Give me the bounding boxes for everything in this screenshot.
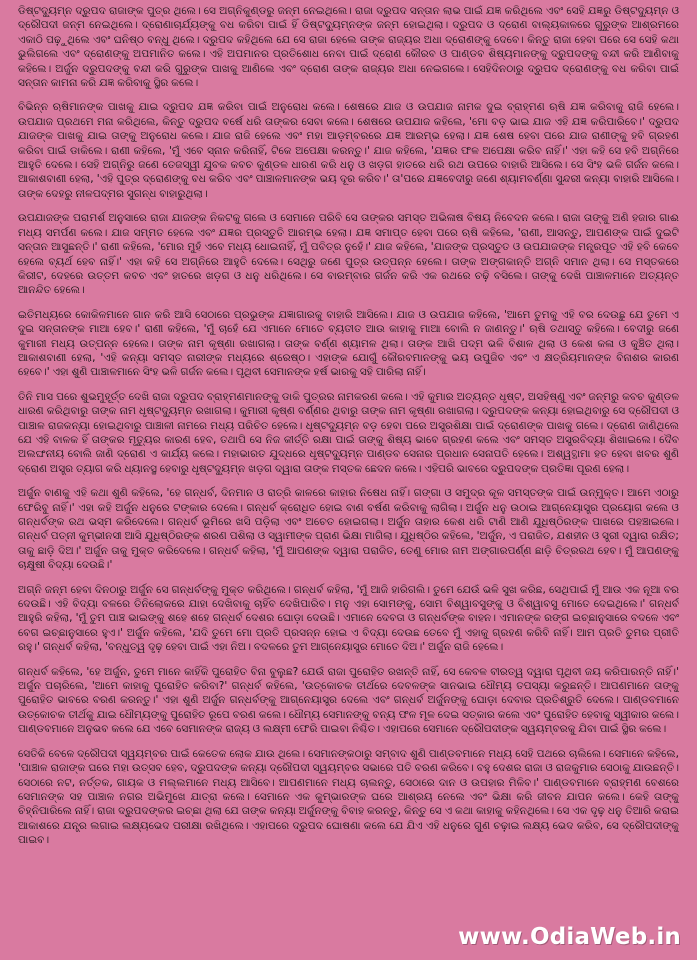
paragraph-5: ତିନି ମାସ ପରେ ଶୁଭମୁହୂର୍ତ୍ତ ଦେଖି ରାଜା ଦ୍ରୁପଦ ବ୍ରାହ୍ମଣମାନଙ୍କୁ ଡାକି ପୁତ୍ରର ନାମକରଣ କଲେ। ଏହି କୁମାର ଅତ୍ୟନ୍ତ ଧୃଷ୍ଟ, ଅସହିଷ୍ଣୁ ଏବଂ ଜନ୍ମରୁ କବଚ କୁଣ୍ଡଳ ଧାରଣ କରିଥିବାରୁ ତାଙ୍କ ନାମ ଧୃଷ୍ଟଦ୍ୟୁମ୍ନ ରଖାଗଲା। କୁମାରୀ କୃଷ୍ଣ ବର୍ଣ୍ଣର ଥିବାରୁ ତାଙ୍କ ନାମ କୃଷ୍ଣା ରଖାଗଲା। ଦ୍ରୁପଦଙ୍କ କନ୍ୟା ହୋଇଥିବାରୁ ସେ ଦ୍ରୌପଦୀ ଓ ପାଞ୍ଚାଳ ରାଜକନ୍ୟା ହୋଇଥିବାରୁ ପାଞ୍ଚାଳୀ ନାମରେ ମଧ୍ୟ ପରିଚିତ ହେଲେ। ଧୃଷ୍ଟଦ୍ୟୁମ୍ନ ବଡ଼ ହେବା ପରେ ଅସ୍ତ୍ରଶିକ୍ଷା ପାଇଁ ଦ୍ରୋଣଙ୍କ ପାଖକୁ ଗଲେ। ଦ୍ରୋଣ ଜାଣିଥିଲେ ଯେ ଏହି ବାଳକ ହିଁ ତାଙ୍କର ମୃତ୍ୟୁର କାରଣ ହେବ, ତଥାପି ସେ ନିଜ କୀର୍ତ୍ତି ରକ୍ଷା ପାଇଁ ତାଙ୍କୁ ଶିଷ୍ୟ ଭାବେ ଗ୍ରହଣ କଲେ ଏବଂ ସମସ୍ତ ଅସ୍ତ୍ରବିଦ୍ୟା ଶିଖାଇଲେ। ଦୈବ ଅଲଙ୍ଘନୀୟ ବୋଲି ଜାଣି ଦ୍ରୋଣ ଏ କାର୍ଯ୍ୟ କଲେ। ମହାଭାରତ ଯୁଦ୍ଧରେ ଧୃଷ୍ଟଦ୍ୟୁମ୍ନ ପାଣ୍ଡବ ସେନାର ପ୍ରଧାନ ସେନାପତି ହେଲେ। ଅଶ୍ୱତ୍ଥାମା ହତ ହେବା ଖବର ଶୁଣି ଦ୍ରୋଣ ଅସ୍ତ୍ର ତ୍ୟାଗ କରି ଧ୍ୟାନସ୍ଥ ହେବାରୁ ଧୃଷ୍ଟଦ୍ୟୁମ୍ନ ଖଡ଼ଗ ଦ୍ୱାରା ତାଙ୍କ ମସ୍ତକ ଛେଦନ କଲେ। ଏହିପରି ଭାବରେ ଦ୍ରୁପଦଙ୍କ ପ୍ରତିଜ୍ଞା ପୂରଣ ହେଲା। <box>18 390 679 475</box>
paragraph-6: ଅର୍ଜୁନ ବାଣକୁ ଏହି କଥା ଶୁଣି କହିଲେ, 'ହେ ଗନ୍ଧର୍ବ, ଦିନମାନ ଓ ରାତ୍ରି କାଳରେ କାହାର ନିଷେଧ ନାହିଁ। ଗଙ୍ଗା ଓ ସମୁଦ୍ର କୂଳ ସମସ୍ତଙ୍କ ପାଇଁ ଉନ୍ମୁକ୍ତ। ଆମେ ଏଠାରୁ ଫେରିବୁ ନାହିଁ।' ଏହା କହି ଅର୍ଜୁନ ଧନୁରେ ଟଙ୍କାର ଦେଲେ। ଗନ୍ଧର୍ବ କ୍ରୋଧିତ ହୋଇ ବାଣ ବର୍ଷଣ କରିବାକୁ ଲାଗିଲା। ଅର୍ଜୁନ ଧନୁ ଉଠାଇ ଆଗ୍ନେୟାସ୍ତ୍ର ପ୍ରୟୋଗ କଲେ ଓ ଗନ୍ଧର୍ବଙ୍କ ରଥ ଭସ୍ମ କରିଦେଲେ। ଗନ୍ଧର୍ବ ଭୂମିରେ ଖସି ପଡ଼ିଲା ଏବଂ ଅଚେତ ହୋଇଗଲା। ଅର୍ଜୁନ ତାହାର କେଶ ଧରି ଟାଣି ଆଣି ଯୁଧିଷ୍ଠିରଙ୍କ ପାଖରେ ପହଞ୍ଚାଇଲେ। ଗନ୍ଧର୍ବ ପତ୍ନୀ କୁମ୍ଭୀନସୀ ଆସି ଯୁଧିଷ୍ଠିରଙ୍କ ଶରଣ ପଶିଲା ଓ ସ୍ୱାମୀଙ୍କ ପ୍ରାଣ ଭିକ୍ଷା ମାଗିଲା। ଯୁଧିଷ୍ଠିର କହିଲେ, 'ଅର୍ଜୁନ, ଏ ପରାଜିତ, ଯଶହୀନ ଓ ସ୍ତ୍ରୀ ଦ୍ୱାରା ରକ୍ଷିତ; ତାକୁ ଛାଡ଼ି ଦିଅ।' ଅର୍ଜୁନ ତାକୁ ମୁକ୍ତ କରିଦେଲେ। ଗନ୍ଧର୍ବ କହିଲା, 'ମୁଁ ଆପଣଙ୍କ ଦ୍ୱାରା ପରାଜିତ, ତେଣୁ ମୋର ନାମ ଅଙ୍ଗାରପର୍ଣ୍ଣ ଛାଡ଼ି ଚିତ୍ରରଥ ହେବ। ମୁଁ ଆପଣଙ୍କୁ ଚାକ୍ଷୁଷୀ ବିଦ୍ୟା ଦେଉଛି।' <box>18 487 679 572</box>
site-watermark: www.OdiaWeb.in <box>458 924 681 950</box>
paragraph-4: ଇତିମଧ୍ୟରେ କୋକିଳମାନେ ଗାନ କରି ଆସି ସେଠାରେ ପ୍ରଭୁଙ୍କ ଯଜ୍ଞାଗାରକୁ ବାହାରି ଆସିଲେ। ଯାଜ ଓ ଉପଯାଜ କହିଲେ, 'ଆମେ ତୁମକୁ ଏହି ବର ଦେଉଛୁ ଯେ ତୁମେ ଏ ଦୁଇ ସନ୍ତାନଙ୍କ ମାଆ ହେବ।' ରାଣୀ କହିଲେ, 'ମୁଁ ଚାହେଁ ଯେ ଏମାନେ ମୋତେ ବ୍ୟତୀତ ଆଉ କାହାକୁ ମାଆ ବୋଲି ନ ଜାଣନ୍ତୁ।' ଋଷି ତଥାସ୍ତୁ କହିଲେ। ବେଦୀରୁ ଜଣେ କୁମାରୀ ମଧ୍ୟ ଉତ୍ପନ୍ନ ହେଲେ। ତାଙ୍କ ନାମ କୃଷ୍ଣା ରଖାଗଲା। ତାଙ୍କ ବର୍ଣ୍ଣ ଶ୍ୟାମଳ ଥିଲା। ତାଙ୍କ ଆଖି ପଦ୍ମ ଭଳି ବିଶାଳ ଥିଲା ଓ କେଶ କଳା ଓ କୁଞ୍ଚିତ ଥିଲା। ଆକାଶବାଣୀ ହେଲା, 'ଏହି କନ୍ୟା ସମସ୍ତ ନାରୀଙ୍କ ମଧ୍ୟରେ ଶ୍ରେଷ୍ଠ। ଏହାଙ୍କ ଯୋଗୁଁ କୌରବମାନଙ୍କୁ ଭୟ ଉପୁଜିବ ଏବଂ ଏ କ୍ଷତ୍ରିୟମାନଙ୍କ ବିନାଶର କାରଣ ହେବେ।' ଏହା ଶୁଣି ପାଞ୍ଚାଳମାନେ ସିଂହ ଭଳି ଗର୍ଜନ କଲେ। ପୃଥିବୀ ସେମାନଙ୍କ ହର୍ଷ ଭାରକୁ ସହି ପାରିଲା ନାହିଁ। <box>18 308 679 379</box>
paragraph-9: ସେତିକି ବେଳେ ଦ୍ରୌପଦୀ ସ୍ୱୟମ୍ବର ପାଇଁ କେତେକ ଲୋକ ଯାଉ ଥିଲେ। ସେମାନଙ୍କଠାରୁ ସମ୍ବାଦ ଶୁଣି ପାଣ୍ଡବମାନେ ମଧ୍ୟ ସେହି ପଥରେ ଚାଲିଲେ। ସେମାନେ କହିଲେ, 'ପାଞ୍ଚାଳ ରାଜାଙ୍କ ଘରେ ମହା ଉତ୍ସବ ହେବ, ଦ୍ରୁପଦଙ୍କ କନ୍ୟା ଦ୍ରୌପଦୀ ସ୍ୱୟମ୍ବର ସଭାରେ ପତି ବରଣ କରିବେ। ବହୁ ଦେଶର ରାଜା ଓ ରାଜକୁମାର ସେଠାକୁ ଯାଉଛନ୍ତି। ସେଠାରେ ନଟ, ନର୍ତ୍ତକ, ଗାୟକ ଓ ମଲ୍ଲମାନେ ମଧ୍ୟ ଆସିବେ। ଆପଣମାନେ ମଧ୍ୟ ଚାଲନ୍ତୁ, ସେଠାରେ ଦାନ ଓ ଉପହାର ମିଳିବ।' ପାଣ୍ଡବମାନେ ବ୍ରାହ୍ମଣ ବେଶରେ ସେମାନଙ୍କ ସହ ପାଞ୍ଚାଳ ନଗର ଅଭିମୁଖେ ଯାତ୍ରା କଲେ। ସେମାନେ ଏକ କୁମ୍ଭାରଙ୍କ ଘରେ ଆଶ୍ରୟ ନେଲେ ଏବଂ ଭିକ୍ଷା କରି ଜୀବନ ଯାପନ କଲେ। କେହି ତାଙ୍କୁ ଚିହ୍ନିପାରିଲେ ନାହିଁ। ରାଜା ଦ୍ରୁପଦଙ୍କର ଇଚ୍ଛା ଥିଲା ଯେ ତାଙ୍କ କନ୍ୟା ଅର୍ଜୁନଙ୍କୁ ବିବାହ କରନ୍ତୁ, କିନ୍ତୁ ସେ ଏ କଥା କାହାକୁ କହିନଥିଲେ। ସେ ଏକ ଦୃଢ଼ ଧନୁ ତିଆରି କରାଇ ଆକାଶରେ ଯନ୍ତ୍ର ଲଗାଇ ଲକ୍ଷ୍ୟଭେଦ ପରୀକ୍ଷା ରଖିଥିଲେ। ଏହାପରେ ଦ୍ରୁପଦ ଘୋଷଣା କଲେ ଯେ ଯିଏ ଏହି ଧନୁରେ ଗୁଣ ଚଢ଼ାଇ ଲକ୍ଷ୍ୟ ଭେଦ କରିବ, ସେ ଦ୍ରୌପଦୀଙ୍କୁ ପାଇବ। <box>18 747 679 847</box>
paragraph-1: ଡିଷ୍ଟଦ୍ୟୁମ୍ନ ଦ୍ରୁପଦ ରାଜାଙ୍କ ପୁତ୍ର ଥିଲେ। ସେ ଅଗ୍ନିକୁଣ୍ଡରୁ ଜନ୍ମ ନେଇଥିଲେ। ରାଜା ଦ୍ରୁପଦ ସନ୍ତାନ ଲାଭ ପାଇଁ ଯଜ୍ଞ କରିଥିଲେ ଏବଂ ସେହି ଯଜ୍ଞରୁ ଡିଷ୍ଟଦ୍ୟୁମ୍ନ ଓ ଦ୍ରୌପଦୀ ଜନ୍ମ ନେଇଥିଲେ। ଦ୍ରୋଣାଚାର୍ଯ୍ୟଙ୍କୁ ବଧ କରିବା ପାଇଁ ହିଁ ଡିଷ୍ଟଦ୍ୟୁମ୍ନଙ୍କ ଜନ୍ମ ହୋଇଥିଲା। ଦ୍ରୁପଦ ଓ ଦ୍ରୋଣ ବାଲ୍ୟକାଳରେ ଗୁରୁଙ୍କ ଆଶ୍ରମରେ ଏକାଠି ପଢ଼ୁଥିଲେ ଏବଂ ଘନିଷ୍ଠ ବନ୍ଧୁ ଥିଲେ। ଦ୍ରୁପଦ କହିଥିଲେ ଯେ ସେ ରାଜା ହେଲେ ତାଙ୍କ ରାଜ୍ୟର ଅଧା ଦ୍ରୋଣଙ୍କୁ ଦେବେ। କିନ୍ତୁ ରାଜା ହେବା ପରେ ସେ ସେହି କଥା ଭୁଲିଗଲେ ଏବଂ ଦ୍ରୋଣଙ୍କୁ ଅପମାନିତ କଲେ। ଏହି ଅପମାନର ପ୍ରତିଶୋଧ ନେବା ପାଇଁ ଦ୍ରୋଣ କୌରବ ଓ ପାଣ୍ଡବ ଶିଷ୍ୟମାନଙ୍କୁ ଦ୍ରୁପଦଙ୍କୁ ବନ୍ଦୀ କରି ଆଣିବାକୁ କହିଲେ। ଅର୍ଜୁନ ଦ୍ରୁପଦଙ୍କୁ ବନ୍ଦୀ କରି ଗୁରୁଙ୍କ ପାଖକୁ ଆଣିଲେ ଏବଂ ଦ୍ରୋଣ ତାଙ୍କ ରାଜ୍ୟର ଅଧା ନେଇଗଲେ। ସେହିଦିନଠାରୁ ଦ୍ରୁପଦ ଦ୍ରୋଣଙ୍କୁ ବଧ କରିବା ପାଇଁ ସନ୍ତାନ କାମନା କରି ଯଜ୍ଞ କରିବାକୁ ସ୍ଥିର କଲେ। <box>18 5 679 90</box>
paragraph-8: ଗନ୍ଧର୍ବ କହିଲେ, 'ହେ ଅର୍ଜୁନ, ତୁମେ ମାନେ କାହିଁକି ପୁରୋହିତ ବିନା ବୁଲୁଛ? ଯେଉଁ ରାଜା ପୁରୋହିତ ରଖନ୍ତି ନାହିଁ, ସେ କେବଳ ବୀରତ୍ୱ ଦ୍ୱାରା ପୃଥିବୀ ଜୟ କରିପାରନ୍ତି ନାହିଁ।' ଅର୍ଜୁନ ପଚାରିଲେ, 'ଆମେ କାହାକୁ ପୁରୋହିତ କରିବା?' ଗନ୍ଧର୍ବ କହିଲେ, 'ଉତ୍କୋଚକ ତୀର୍ଥରେ ଦେବଳଙ୍କ ସାନଭାଇ ଧୌମ୍ୟ ତପସ୍ୟା କରୁଛନ୍ତି। ଆପଣମାନେ ତାଙ୍କୁ ପୁରୋହିତ ଭାବରେ ବରଣ କରନ୍ତୁ।' ଏହା ଶୁଣି ଅର୍ଜୁନ ଗନ୍ଧର୍ବଙ୍କୁ ଆଗ୍ନେୟାସ୍ତ୍ର ଦେଲେ ଏବଂ ଗନ୍ଧର୍ବ ଅର୍ଜୁନଙ୍କୁ ଘୋଡ଼ା ଦେବାର ପ୍ରତିଶ୍ରୁତି ଦେଲେ। ପାଣ୍ଡବମାନେ ଉତ୍କୋଚକ ତୀର୍ଥକୁ ଯାଇ ଧୌମ୍ୟଙ୍କୁ ପୁରୋହିତ ରୂପେ ବରଣ କଲେ। ଧୌମ୍ୟ ସେମାନଙ୍କୁ ବନ୍ୟ ଫଳ ମୂଳ ଦେଇ ସତ୍କାର କଲେ ଏବଂ ପୁରୋହିତ ହେବାକୁ ସ୍ୱୀକାର କଲେ। ପାଣ୍ଡବମାନେ ଅନୁଭବ କଲେ ଯେ ଏବେ ସେମାନଙ୍କ ରାଜ୍ୟ ଓ ଲକ୍ଷ୍ମୀ ଫେରି ପାଇବା ନିଶ୍ଚିତ। ଏହାପରେ ସେମାନେ ଦ୍ରୌପଦୀଙ୍କ ସ୍ୱୟମ୍ବରକୁ ଯିବା ପାଇଁ ସ୍ଥିର କଲେ। <box>18 665 679 736</box>
paragraph-2: ବିଭିନ୍ନ ଋଷିମାନଙ୍କ ପାଖକୁ ଯାଇ ଦ୍ରୁପଦ ଯଜ୍ଞ କରିବା ପାଇଁ ଅନୁରୋଧ କଲେ। ଶେଷରେ ଯାଜ ଓ ଉପଯାଜ ନାମକ ଦୁଇ ବ୍ରାହ୍ମଣ ଋଷି ଯଜ୍ଞ କରିବାକୁ ରାଜି ହେଲେ। ଉପଯାଜ ପ୍ରଥମେ ମନା କରିଥିଲେ, କିନ୍ତୁ ଦ୍ରୁପଦ ବର୍ଷେ ଧରି ତାଙ୍କର ସେବା କଲେ। ଶେଷରେ ଉପଯାଜ କହିଲେ, 'ମୋ ବଡ଼ ଭାଇ ଯାଜ ଏହି ଯଜ୍ଞ କରିପାରିବେ।' ଦ୍ରୁପଦ ଯାଜଙ୍କ ପାଖକୁ ଯାଇ ତାଙ୍କୁ ଅନୁରୋଧ କଲେ। ଯାଜ ରାଜି ହେଲେ ଏବଂ ମହା ଆଡ଼ମ୍ବରରେ ଯଜ୍ଞ ଆରମ୍ଭ ହେଲା। ଯଜ୍ଞ ଶେଷ ହେବା ପରେ ଯାଜ ରାଣୀଙ୍କୁ ହବି ଗ୍ରହଣ କରିବା ପାଇଁ ଡାକିଲେ। ରାଣୀ କହିଲେ, 'ମୁଁ ଏବେ ସ୍ନାନ କରିନାହିଁ, ଟିକେ ଅପେକ୍ଷା କରନ୍ତୁ।' ଯାଜ କହିଲେ, 'ଯଜ୍ଞର ଫଳ ଅପେକ୍ଷା କରିବ ନାହିଁ।' ଏହା କହି ସେ ହବି ଅଗ୍ନିରେ ଆହୁତି ଦେଲେ। ସେହି ଅଗ୍ନିରୁ ଜଣେ ତେଜସ୍ୱୀ ଯୁବକ କବଚ କୁଣ୍ଡଳ ଧାରଣ କରି ଧନୁ ଓ ଖଡ଼ଗ ହାତରେ ଧରି ରଥ ଉପରେ ବାହାରି ଆସିଲେ। ସେ ସିଂହ ଭଳି ଗର୍ଜନ କଲେ। ଆକାଶବାଣୀ ହେଲା, 'ଏହି ପୁତ୍ର ଦ୍ରୋଣଙ୍କୁ ବଧ କରିବ ଏବଂ ପାଞ୍ଚାଳମାନଙ୍କ ଭୟ ଦୂର କରିବ।' ତା'ପରେ ଯଜ୍ଞବେଦୀରୁ ଜଣେ ଶ୍ୟାମବର୍ଣ୍ଣା ସୁନ୍ଦରୀ କନ୍ୟା ବାହାରି ଆସିଲେ। ତାଙ୍କ ଦେହରୁ ନୀଳପଦ୍ମର ସୁଗନ୍ଧ ବାହାରୁଥିଲା। <box>18 101 679 200</box>
paragraph-7: ଅଗ୍ନି ଜନ୍ମ ହେବା ଦିନଠାରୁ ଅର୍ଜୁନ ସେ ଗନ୍ଧର୍ବଙ୍କୁ ମୁକ୍ତ କରିଥିଲେ। ଗନ୍ଧର୍ବ କହିଲା, 'ମୁଁ ଆଜି ହାରିଗଲି। ତୁମେ ଯେଉଁ ଭଳି ସୁଖ କରିଛ, ସେଥିପାଇଁ ମୁଁ ଆଉ ଏକ ନୂଆ ବର ଦେଉଛି। ଏହି ବିଦ୍ୟା ବଳରେ ତିନିଲୋକରେ ଯାହା ଦେଖିବାକୁ ଚାହିଁବ ଦେଖିପାରିବ। ମନୁ ଏହା ସୋମଙ୍କୁ, ସୋମ ବିଶ୍ୱାବସୁଙ୍କୁ ଓ ବିଶ୍ୱାବସୁ ମୋତେ ଦେଇଥିଲେ।' ଗନ୍ଧର୍ବ ଆହୁରି କହିଲା, 'ମୁଁ ତୁମ ପାଞ୍ଚ ଭାଇଙ୍କୁ ଶହେ ଶହେ ଗନ୍ଧର୍ବ ଦେଶର ଘୋଡ଼ା ଦେଉଛି। ଏମାନେ ଦେବତା ଓ ଗନ୍ଧର୍ବଙ୍କ ବାହନ। ଏମାନଙ୍କ ରଙ୍ଗ ଇଚ୍ଛାନୁସାରେ ବଦଳେ ଏବଂ ବେଗ ଇଚ୍ଛାନୁସାରେ ହୁଏ।' ଅର୍ଜୁନ କହିଲେ, 'ଯଦି ତୁମେ ମୋ ପ୍ରତି ପ୍ରସନ୍ନ ହୋଇ ଏ ବିଦ୍ୟା ଦେଉଛ ତେବେ ମୁଁ ଏହାକୁ ଗ୍ରହଣ କରିବି ନାହିଁ। ଆମ ପ୍ରତି ତୁମର ପ୍ରୀତି ରହୁ।' ଗନ୍ଧର୍ବ କହିଲା, 'ବନ୍ଧୁତ୍ୱ ଦୃଢ଼ ହେବା ପାଇଁ ଏହା ନିଅ। ବଦଳରେ ତୁମ ଆଗ୍ନେୟାସ୍ତ୍ର ମୋତେ ଦିଅ।' ଅର୍ଜୁନ ରାଜି ହେଲେ। <box>18 583 679 654</box>
paragraph-3: ଉପଯାଜଙ୍କ ପରାମର୍ଶ ଅନୁସାରେ ରାଜା ଯାଜଙ୍କ ନିକଟକୁ ଗଲେ ଓ ସେମାନେ ପରିବି ସେ ତାଙ୍କର ସମସ୍ତ ଅଭିଳାଷ ବିଷୟ ନିବେଦନ କଲେ। ରାଜା ତାଙ୍କୁ ଅଣି ହଜାର ଗାଈ ମଧ୍ୟ ସମର୍ପଣ କଲେ। ଯାଜ ସମ୍ମତ ହେଲେ ଏବଂ ଯଜ୍ଞର ପ୍ରସ୍ତୁତି ଆରମ୍ଭ ହେଲା। ଯଜ୍ଞ ସମାପ୍ତ ହେବା ପରେ ଋଷି କହିଲେ, 'ରାଣୀ, ଆସନ୍ତୁ, ଆପଣଙ୍କ ପାଇଁ ଦୁଇଟି ସନ୍ତାନ ଆସୁଛନ୍ତି।' ରାଣୀ କହିଲେ, 'ମୋର ମୁହଁ ଏବେ ମଧ୍ୟ ଧୋଇନାହିଁ, ମୁଁ ପବିତ୍ର ନୁହେଁ।' ଯାଜ କହିଲେ, 'ଯାଜଙ୍କ ପ୍ରସ୍ତୁତ ଓ ଉପଯାଜଙ୍କ ମନ୍ତ୍ରପୂତ ଏହି ହବି କେବେ ହେଲେ ବ୍ୟର୍ଥ ହେବ ନାହିଁ।' ଏହା କହି ସେ ଅଗ୍ନିରେ ଆହୁତି ଦେଲେ। ସେଥିରୁ ଜଣେ ପୁତ୍ର ଉତ୍ପନ୍ନ ହେଲେ। ତାଙ୍କ ଅଙ୍ଗକାନ୍ତି ଅଗ୍ନି ସମାନ ଥିଲା। ସେ ମସ୍ତକରେ କିରୀଟ, ଦେହରେ ଉତ୍ତମ କବଚ ଏବଂ ହାତରେ ଖଡ଼ଗ ଓ ଧନୁ ଧରିଥିଲେ। ସେ ବାରମ୍ବାର ଗର୍ଜନ କରି ଏକ ରଥରେ ଚଢ଼ି ବସିଲେ। ତାଙ୍କୁ ଦେଖି ପାଞ୍ଚାଳମାନେ ଅତ୍ୟନ୍ତ ଆନନ୍ଦିତ ହେଲେ। <box>18 212 679 297</box>
document-body <box>18 4 679 914</box>
